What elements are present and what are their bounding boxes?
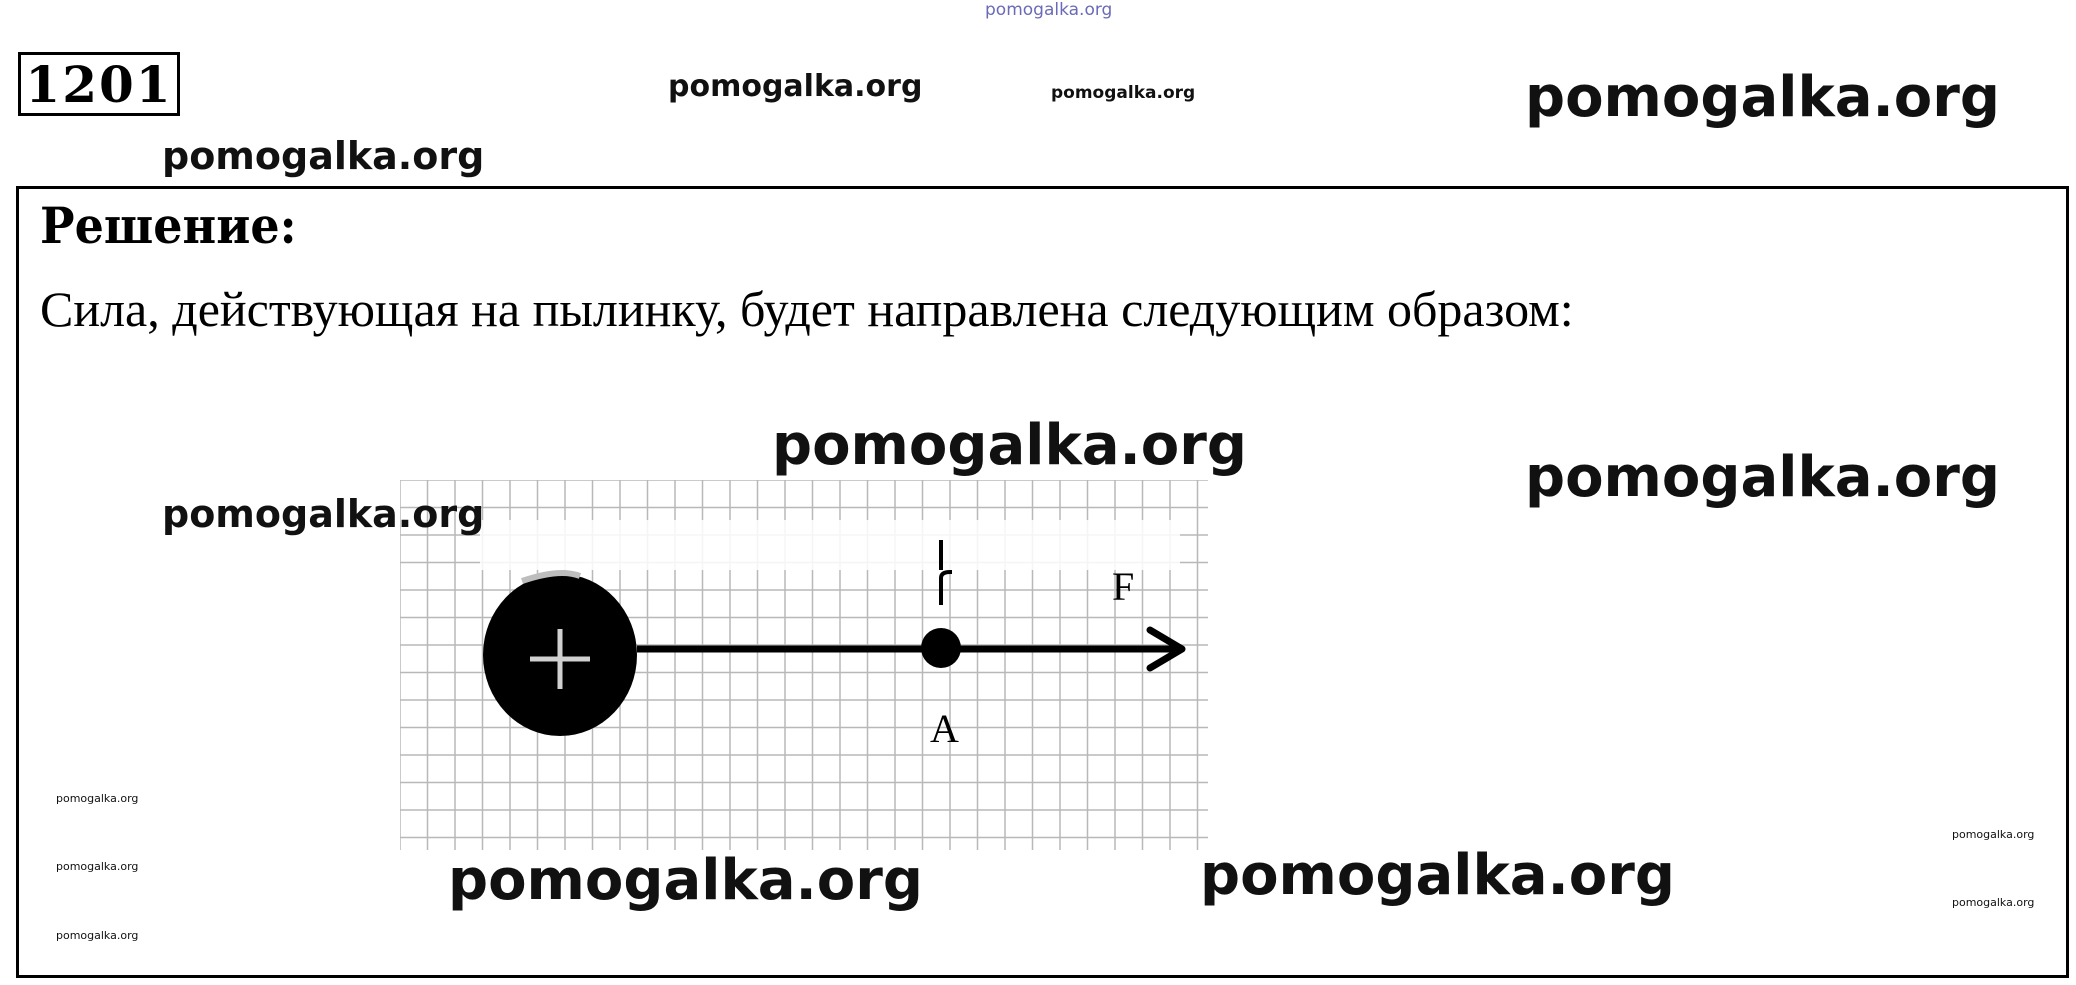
watermark: pomogalka.org bbox=[448, 848, 923, 913]
solution-text: Сила, действующая на пылинку, будет направлена следующим образом: bbox=[40, 281, 1574, 337]
watermark: pomogalka.org bbox=[1525, 445, 2000, 510]
watermark: pomogalka.org bbox=[668, 69, 923, 104]
problem-number: 1201 bbox=[18, 52, 180, 116]
solution-heading: Решение: bbox=[40, 196, 297, 255]
watermark-small: pomogalka.org bbox=[56, 929, 139, 942]
dust-particle-point bbox=[921, 628, 961, 668]
watermark: pomogalka.org bbox=[1525, 65, 2000, 130]
watermark: pomogalka.org bbox=[162, 134, 485, 178]
faded-top-region bbox=[480, 520, 1180, 570]
watermark-small: pomogalka.org bbox=[56, 860, 139, 873]
watermark: pomogalka.org bbox=[1200, 843, 1675, 908]
watermark: pomogalka.org bbox=[162, 492, 485, 536]
force-label: F bbox=[1112, 564, 1135, 609]
watermark-small: pomogalka.org bbox=[1952, 828, 2035, 841]
watermark-top: pomogalka.org bbox=[985, 0, 1113, 20]
watermark-small: pomogalka.org bbox=[1952, 896, 2035, 909]
force-diagram bbox=[400, 480, 1208, 850]
watermark: pomogalka.org bbox=[1051, 83, 1196, 103]
watermark: pomogalka.org bbox=[772, 413, 1247, 478]
watermark-small: pomogalka.org bbox=[56, 792, 139, 805]
point-label: A bbox=[930, 706, 959, 751]
